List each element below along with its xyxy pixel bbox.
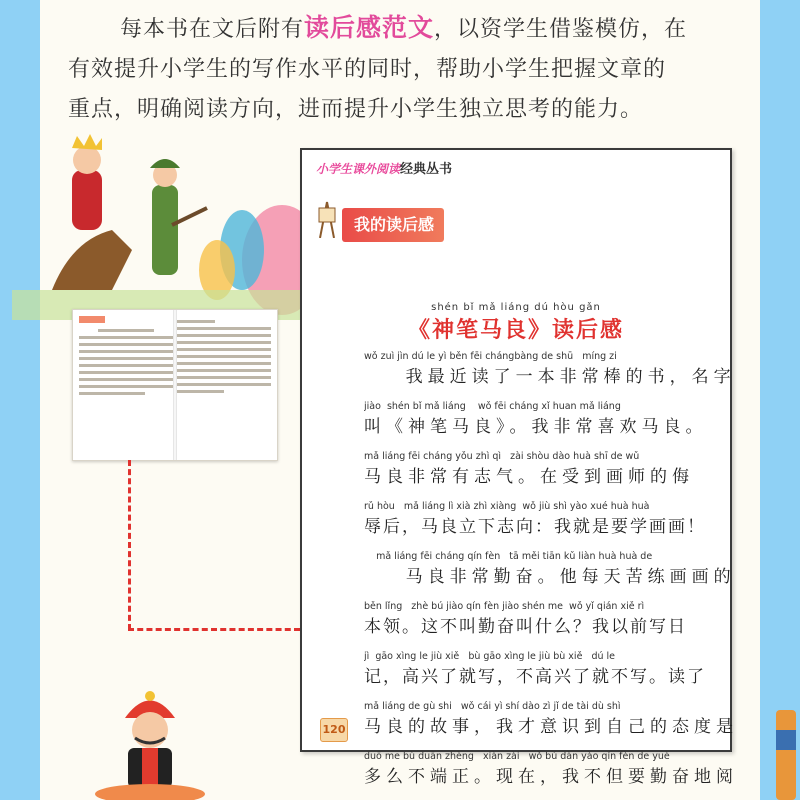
text-row [364,350,736,400]
pinyin-line: mǎ liáng fēi cháng yǒu zhì qì zài shòu dào huà shī de wǔ [364,451,640,462]
connector-vertical [128,460,131,630]
pinyin-line: mǎ liáng fēi cháng qín fèn tā měi tiān kǔ liàn huà huà de [364,551,653,562]
prince-on-horse-illustration [12,130,312,320]
text-row [364,400,714,450]
section-banner: 我的读后感 [342,208,444,242]
hanzi-line: 多么不端正。现在，我不但要勤奋地阅 [364,767,738,787]
pinyin-line: běn lǐng zhè bú jiào qín fèn jiào shén me wǒ yǐ qián xiě rì [364,601,645,612]
text-row [364,700,738,750]
enlarged-book-page [300,148,738,787]
hanzi-line: 记，高兴了就写，不高兴了就不写。读了 [364,667,706,687]
hanzi-line: 马良非常有志气。在受到画师的侮 [364,467,694,487]
series-header [316,158,452,177]
hanzi-line: 叫《神笔马良》。我非常喜欢马良。 [364,417,708,437]
pinyin-line: duō me bù duān zhèng xiàn zài wǒ bú dàn yào qín fèn de yuè [364,751,670,762]
essay-title: 《神笔马良》读后感 [407,318,624,343]
hanzi-line: 辱后，马良立下志向：我就是要学画画！ [364,517,706,537]
left-border [0,0,40,800]
page-number-badge: 120 [320,718,348,742]
hanzi-line: 我最近读了一本非常棒的书，名字 [364,367,736,387]
right-border [760,0,800,800]
essay-body [364,350,738,800]
hanzi-line: 马良非常勤奋。他每天苦练画画的 [364,567,736,587]
series-suffix: 经典丛书 [400,162,453,177]
intro-highlight: 读后感范文 [304,13,435,42]
pinyin-line: mǎ liáng de gù shi wǒ cái yì shí dào zì jǐ de tài dù shì [364,701,621,712]
text-row [364,450,714,500]
intro-line1-pre: 每本书在文后附有 [120,17,305,42]
pinyin-line: jiào shén bǐ mǎ liáng wǒ fēi cháng xǐ huan mǎ liáng [364,401,621,412]
text-row [364,500,714,550]
text-row [364,600,714,650]
pinyin-line: rǔ hòu mǎ liáng lì xià zhì xiàng wǒ jiù shì yào xué huà huà [364,501,650,512]
series-logo: 小学生课外阅读 [316,162,401,176]
text-row [364,750,738,800]
easel-icon [316,200,338,238]
hanzi-line: 马良的故事，我才意识到自己的态度是 [364,717,738,737]
hunter-illustration [772,700,800,800]
text-row [364,550,736,600]
title-pinyin: shén bǐ mǎ liáng dú hòu gǎn [431,302,601,313]
title-block [302,302,730,344]
book-spread-thumbnail [72,309,278,461]
sultan-illustration [90,688,210,800]
intro-line1-post: ，以资学生借鉴模仿，在 [434,17,688,42]
pinyin-line: jì gāo xìng le jiù xiě bù gāo xìng le jiù bù xiě dú le [364,651,616,662]
hanzi-line: 本领。这不叫勤奋叫什么？我以前写日 [364,617,687,637]
connector-horizontal [128,628,300,631]
intro-text [68,8,748,130]
text-row [364,650,714,700]
intro-line2: 有效提升小学生的写作水平的同时，帮助小学生把握文章的 [68,57,667,82]
intro-line3: 重点，明确阅读方向，进而提升小学生独立思考的能力。 [68,97,644,122]
pinyin-line: wǒ zuì jìn dú le yì běn fēi chángbàng de shū míng zi [364,351,617,362]
